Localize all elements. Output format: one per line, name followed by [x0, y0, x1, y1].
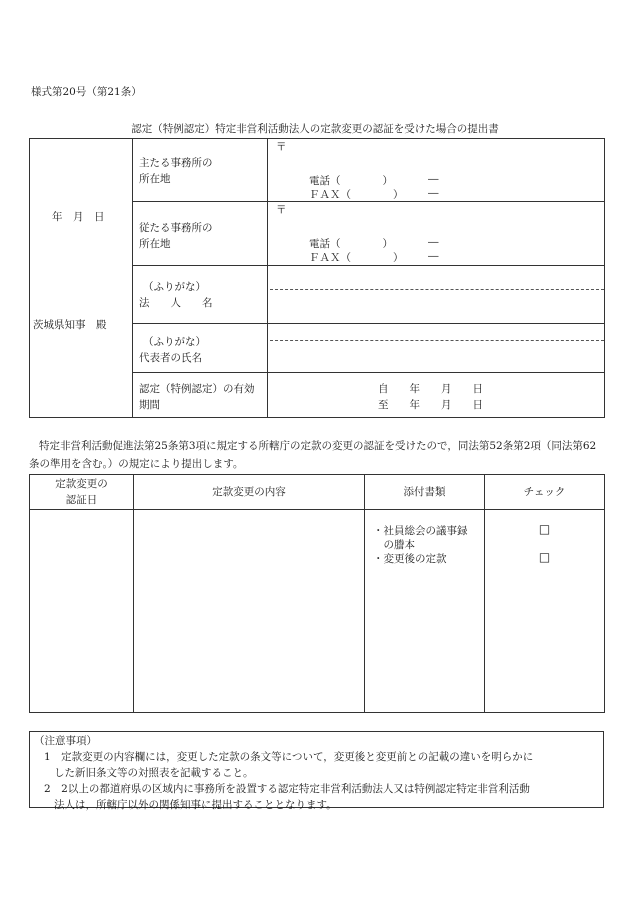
sub-fax-dash: ―: [428, 250, 439, 262]
attachments-cell: [365, 510, 485, 713]
rep-name-field[interactable]: [268, 324, 605, 373]
sub-office-label-2: 所在地: [139, 238, 171, 250]
checkbox-articles[interactable]: □: [538, 550, 551, 564]
main-office-label-cell: [133, 139, 268, 202]
sub-tel-dash: ―: [428, 236, 439, 248]
main-office-label-2: 所在地: [139, 173, 171, 185]
attachment-minutes-cont: の謄本: [373, 539, 415, 551]
valid-period-label-2: 期間: [139, 399, 160, 411]
note-1-line-2: した新旧条文等の対照表を記載すること。: [54, 767, 254, 779]
kana-divider: [270, 289, 604, 290]
rep-name-label-cell: [133, 324, 268, 373]
header-change-content: 定款変更の内容: [134, 475, 365, 510]
postal-mark: 〒: [276, 141, 287, 153]
attachment-articles: ・変更後の定款: [373, 553, 447, 565]
valid-period-label-cell: [133, 373, 268, 418]
main-fax-label: ＦＡＸ（ ）: [309, 189, 404, 201]
note-2-line-2: 法人は，所轄庁以外の関係知事に提出することとなります。: [54, 799, 337, 811]
header-approval-date: [30, 475, 134, 510]
main-office-field[interactable]: [268, 139, 605, 202]
note-1-line-1: 1 定款変更の内容欄には，変更した定款の条文等について，変更後と変更前との記載の違いを明らかに: [44, 751, 534, 763]
header-approval-date-2: 認証日: [65, 494, 98, 506]
sub-office-label-1: 従たる事務所の: [139, 222, 213, 234]
header-approval-date-1: 定款変更の: [55, 478, 108, 490]
check-cell: [485, 510, 605, 713]
notes-box: [29, 731, 604, 811]
submission-statement: 特定非営利活動促進法第25条第3項に規定する所轄庁の定款の変更の認証を受けたので，同法第52条第2項（同法第62条の準用を含む。）の規定により提出します。: [29, 440, 597, 470]
sub-office-label-cell: [133, 202, 268, 266]
corp-kana-label: （ふりがな）: [143, 281, 206, 293]
rep-name-label: 代表者の氏名: [139, 352, 202, 364]
submission-date: 年 月 日: [52, 211, 105, 223]
corp-name-field[interactable]: [268, 266, 605, 324]
sub-tel-label: 電話（ ）: [309, 238, 393, 250]
checkbox-minutes[interactable]: □: [538, 522, 551, 536]
corp-name-label-cell: [133, 266, 268, 324]
sub-fax-label: ＦＡＸ（ ）: [309, 252, 404, 264]
period-to: 至 年 月 日: [378, 399, 483, 411]
approval-date-field[interactable]: [30, 510, 134, 713]
note-2-line-1: 2 2以上の都道府県の区域内に事務所を設置する認定特定非営利活動法人又は特例認定特定非営利活動: [44, 783, 530, 795]
submission-info-table: [29, 138, 605, 418]
form-number: 様式第20号（第21条）: [31, 86, 142, 98]
main-tel-label: 電話（ ）: [309, 175, 393, 187]
rep-kana-label: （ふりがな）: [143, 336, 206, 348]
date-addressee-cell: [30, 139, 133, 418]
period-from: 自 年 月 日: [378, 383, 483, 395]
postal-mark: 〒: [276, 204, 287, 216]
document-title: 認定（特例認定）特定非営利活動法人の定款変更の認証を受けた場合の提出書: [131, 123, 499, 135]
kana-divider: [270, 340, 604, 341]
change-content-field[interactable]: [134, 510, 365, 713]
attachment-minutes: ・社員総会の議事録: [373, 525, 468, 537]
sub-office-field[interactable]: [268, 202, 605, 266]
notes-heading: （注意事項）: [34, 735, 97, 747]
valid-period-label-1: 認定（特例認定）の有効: [139, 383, 255, 395]
main-fax-dash: ―: [428, 187, 439, 199]
header-check: チェック: [485, 475, 605, 510]
change-details-table: [29, 474, 605, 713]
valid-period-field[interactable]: [268, 373, 605, 418]
main-office-label-1: 主たる事務所の: [139, 157, 213, 169]
main-tel-dash: ―: [428, 173, 439, 185]
addressee: 茨城県知事 殿: [33, 319, 107, 331]
header-attachments: 添付書類: [365, 475, 485, 510]
corp-name-label: 法 人 名: [139, 297, 213, 309]
